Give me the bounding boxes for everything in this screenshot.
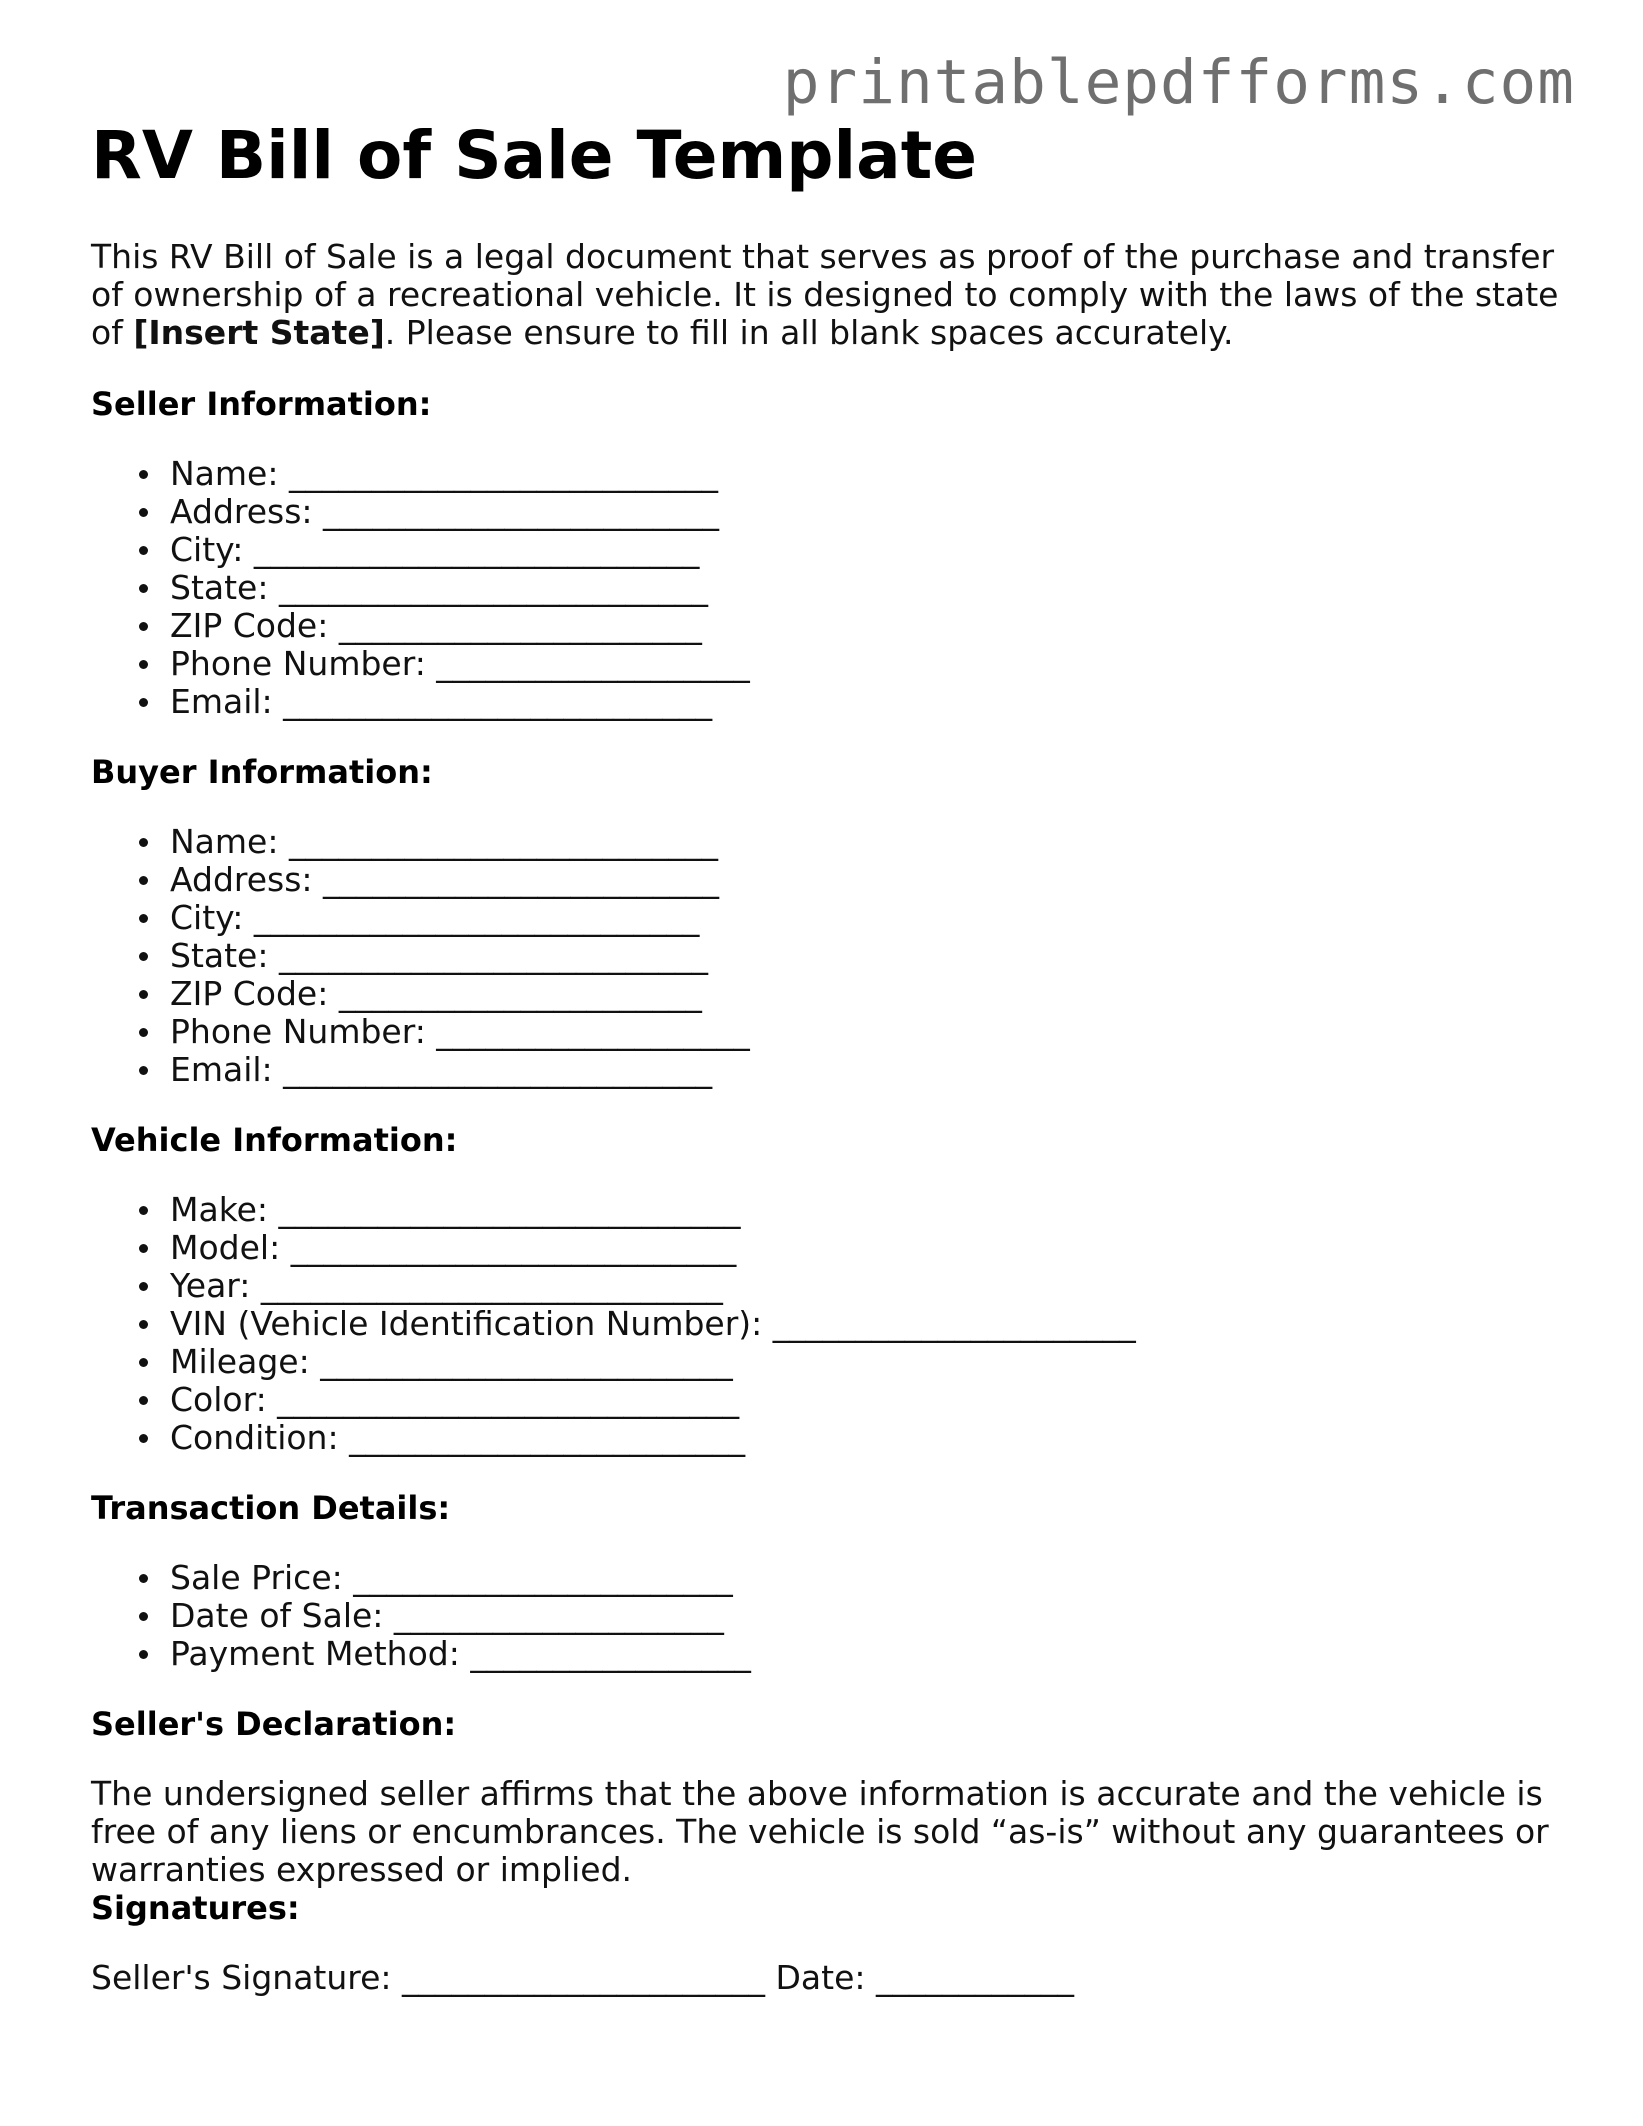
intro-paragraph (91, 238, 1571, 352)
transaction-heading: Transaction Details: (91, 1489, 451, 1527)
seller-address-field[interactable]: Address: ________________________ (91, 493, 1571, 531)
buyer-phone-field[interactable]: Phone Number: ___________________ (91, 1013, 1571, 1051)
vehicle-make-field[interactable]: Make: ____________________________ (91, 1191, 1571, 1229)
vehicle-heading: Vehicle Information: (91, 1121, 458, 1159)
vehicle-color-field[interactable]: Color: ____________________________ (91, 1381, 1571, 1419)
buyer-state-field[interactable]: State: __________________________ (91, 937, 1571, 975)
buyer-city-field[interactable]: City: ___________________________ (91, 899, 1571, 937)
declaration-heading: Seller's Declaration: (91, 1705, 457, 1743)
seller-state-field[interactable]: State: __________________________ (91, 569, 1571, 607)
watermark: printablepdfforms.com (782, 47, 1575, 118)
buyer-email-field[interactable]: Email: __________________________ (91, 1051, 1571, 1089)
declaration-text: The undersigned seller affirms that the above information is accurate and the vehicle is free of any liens or encumbrances. The vehicle is sold “as-is” without any guarantees or warranties expressed or implied. (91, 1774, 1549, 1889)
sale-price-field[interactable]: Sale Price: _______________________ (91, 1559, 1571, 1597)
seller-city-field[interactable]: City: ___________________________ (91, 531, 1571, 569)
seller-name-field[interactable]: Name: __________________________ (91, 455, 1571, 493)
intro-text-2: . Please ensure to fill in all blank spaces accurately. (384, 313, 1234, 352)
buyer-heading: Buyer Information: (91, 753, 433, 791)
state-placeholder: [Insert State] (133, 313, 385, 352)
vehicle-mileage-field[interactable]: Mileage: _________________________ (91, 1343, 1571, 1381)
vehicle-vin-field[interactable]: VIN (Vehicle Identification Number): ______________________ (91, 1305, 1571, 1343)
vehicle-fields (91, 1191, 1571, 1457)
signatures-heading: Signatures: (91, 1889, 300, 1927)
vehicle-condition-field[interactable]: Condition: ________________________ (91, 1419, 1571, 1457)
intro-text-1: This RV Bill of Sale is a legal document that serves as proof of the purchase and transfer of ownership of a recreational vehicle. It is designed to comply with the laws of the state of (91, 237, 1559, 352)
date-of-sale-field[interactable]: Date of Sale: ____________________ (91, 1597, 1571, 1635)
document-body (91, 118, 1571, 1997)
seller-heading: Seller Information: (91, 385, 432, 423)
seller-zip-field[interactable]: ZIP Code: ______________________ (91, 607, 1571, 645)
vehicle-year-field[interactable]: Year: ____________________________ (91, 1267, 1571, 1305)
page-title: RV Bill of Sale Template (91, 117, 978, 194)
seller-phone-field[interactable]: Phone Number: ___________________ (91, 645, 1571, 683)
vehicle-model-field[interactable]: Model: ___________________________ (91, 1229, 1571, 1267)
transaction-fields (91, 1559, 1571, 1673)
seller-fields (91, 455, 1571, 721)
buyer-address-field[interactable]: Address: ________________________ (91, 861, 1571, 899)
seller-email-field[interactable]: Email: __________________________ (91, 683, 1571, 721)
seller-signature-line[interactable]: Seller's Signature: ______________________ Date: ____________ (91, 1958, 1074, 1997)
buyer-name-field[interactable]: Name: __________________________ (91, 823, 1571, 861)
buyer-zip-field[interactable]: ZIP Code: ______________________ (91, 975, 1571, 1013)
buyer-fields (91, 823, 1571, 1089)
payment-method-field[interactable]: Payment Method: _________________ (91, 1635, 1571, 1673)
